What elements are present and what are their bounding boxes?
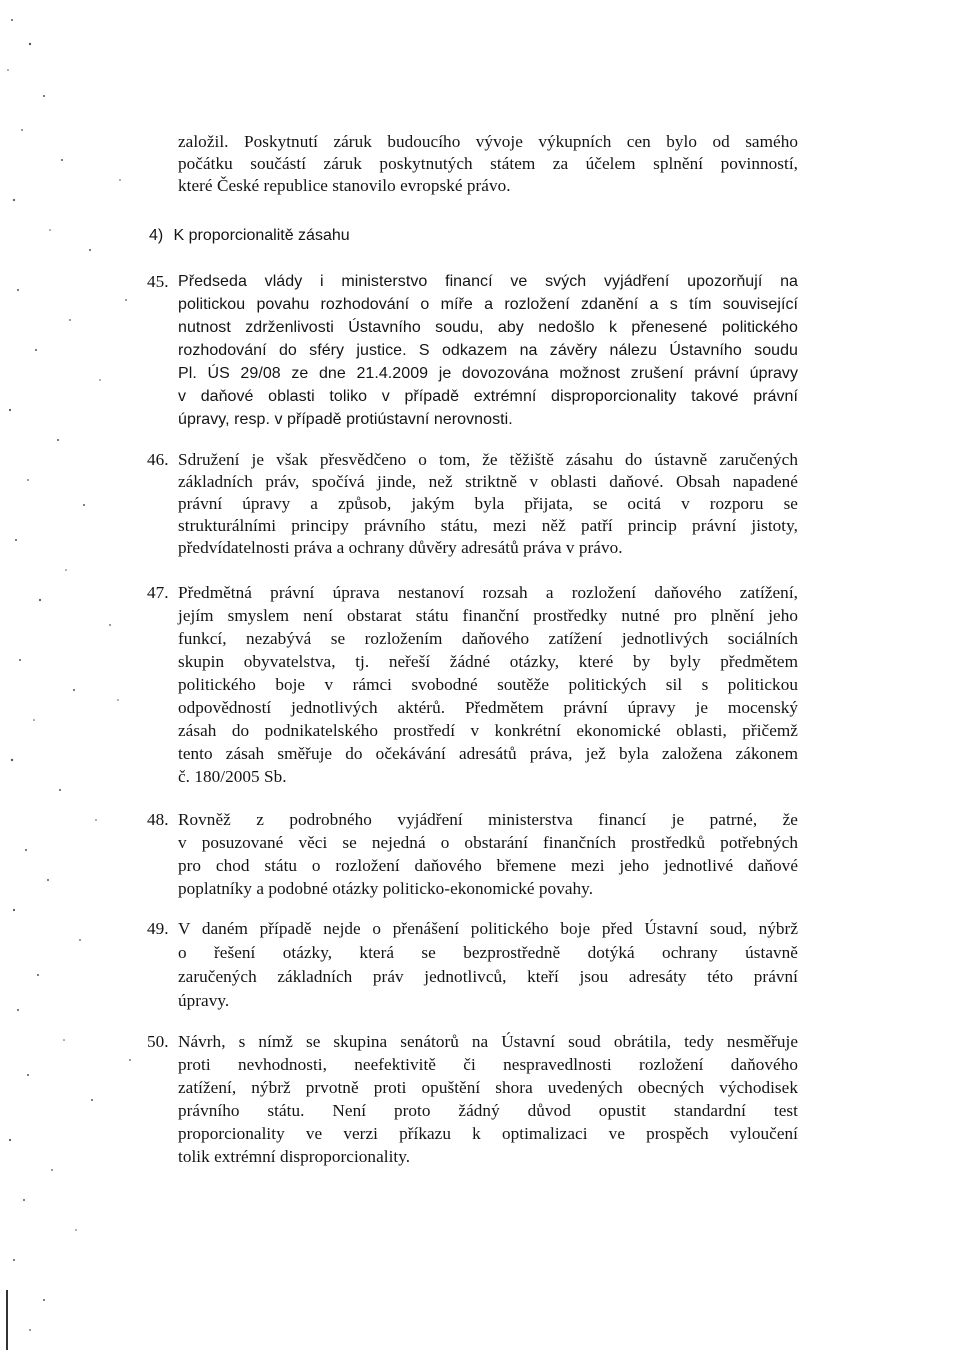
paragraph-50-line-6: tolik extrémní disproporcionality.: [178, 1147, 411, 1166]
paragraph-47-line-2: jejím smyslem není obstarat státu finanční prostředky nutné pro plnění jeho: [178, 606, 798, 625]
paragraph-47-line-5: politického boje v rámci svobodné soutěže politických sil s politickou: [178, 675, 798, 694]
paragraph-48-line-3: pro chod státu o rozložení daňového břemene mezi jeho jednotlivé daňové: [178, 856, 798, 875]
paragraph-45-line-5: Pl. ÚS 29/08 ze dne 21.4.2009 je dovozována možnost zrušení právní úpravy: [178, 365, 798, 382]
paragraph-45-line-2: politickou povahu rozhodování o míře a rozložení zdanění a s tím související: [178, 296, 798, 313]
paragraph-45-line-7: úpravy, resp. v případě protiústavní nerovnosti.: [178, 411, 513, 428]
paragraph-47-line-7: zásah do podnikatelského prostředí v konkrétní ekonomické oblasti, přičemž: [178, 721, 798, 740]
paragraph-49-line-4: úpravy.: [178, 991, 230, 1010]
paragraph-50-line-5: proporcionality ve verzi příkazu k optimalizaci ve prospěch vyloučení: [178, 1124, 798, 1143]
paragraph-46-line-4: strukturálními principy právního státu, mezi něž patří princip právní jistoty,: [178, 516, 798, 535]
scan-margin-line: [6, 1290, 8, 1350]
paragraph-48-line-4: poplatníky a podobné otázky politicko-ekonomické povahy.: [178, 879, 594, 898]
paragraph-46-line-1: Sdružení je však přesvědčeno o tom, že těžiště zásahu do ústavně zaručených: [178, 450, 798, 469]
paragraph-47-line-6: odpovědností jednotlivých aktérů. Předmětem právní úpravy je mocenský: [178, 698, 798, 717]
intro-line-2: počátku součástí záruk poskytnutých státem za účelem splnění povinností,: [178, 154, 798, 173]
paragraph-47-line-9: č. 180/2005 Sb.: [178, 767, 287, 786]
paragraph-49-line-1: V daném případě nejde o přenášení politického boje před Ústavní soud, nýbrž: [178, 919, 798, 938]
paragraph-47-number: 47.: [147, 583, 169, 602]
paragraph-46-line-2: základních práv, spočívá jinde, než striktně v oblasti daňové. Obsah napadené: [178, 472, 798, 491]
section-heading-number: 4): [149, 227, 164, 244]
paragraph-50-line-1: Návrh, s nímž se skupina senátorů na Ústavní soud obrátila, tedy nesměřuje: [178, 1032, 798, 1051]
paragraph-47-line-1: Předmětná právní úprava nestanoví rozsah a rozložení daňového zatížení,: [178, 583, 798, 602]
paragraph-49-number: 49.: [147, 919, 169, 938]
intro-line-3: které České republice stanovilo evropské právo.: [178, 176, 511, 195]
paragraph-50-line-4: právního státu. Není proto žádný důvod opustit standardní test: [178, 1101, 798, 1120]
paragraph-49-line-3: zaručených základních práv jednotlivců, kteří jsou adresáty této právní: [178, 967, 798, 986]
section-heading-title: K proporcionalitě zásahu: [173, 227, 350, 244]
scan-edge-noise: [0, 0, 140, 1360]
paragraph-49-line-2: o řešení otázky, která se bezprostředně dotýká ochrany ústavně: [178, 943, 798, 962]
paragraph-45-line-4: rozhodování do sféry justice. S odkazem na závěry nálezu Ústavního soudu: [178, 342, 798, 359]
paragraph-48-line-2: v posuzované věci se nejedná o obstarání finančních prostředků potřebných: [178, 833, 798, 852]
paragraph-45-line-1: Předseda vlády i ministerstvo financí ve svých vyjádření upozorňují na: [178, 273, 798, 290]
paragraph-48-number: 48.: [147, 810, 169, 829]
paragraph-47-line-8: tento zásah směřuje do očekávání adresátů práva, jež byla založena zákonem: [178, 744, 798, 763]
paragraph-45-line-6: v daňové oblasti toliko v případě extrémní disproporcionality takové právní: [178, 388, 798, 405]
paragraph-46-number: 46.: [147, 450, 169, 469]
paragraph-45-number: 45.: [147, 272, 169, 291]
intro-line-1: založil. Poskytnutí záruk budoucího vývoje výkupních cen bylo od samého: [178, 132, 798, 151]
paragraph-48-line-1: Rovněž z podrobného vyjádření ministerstva financí je patrné, že: [178, 810, 798, 829]
paragraph-47-line-3: funkcí, nezabývá se rozložením daňového zatížení jednotlivých sociálních: [178, 629, 798, 648]
paragraph-50-line-2: proti nevhodnosti, neefektivitě či nespravedlnosti rozložení daňového: [178, 1055, 798, 1074]
paragraph-45-line-3: nutnost zdrženlivosti Ústavního soudu, aby nedošlo k přenesené politického: [178, 319, 798, 336]
paragraph-46-line-5: předvídatelnosti práva a ochrany důvěry adresátů práva v právo.: [178, 538, 623, 557]
paragraph-47-line-4: skupin obyvatelstva, tj. neřeší žádné otázky, které by byly předmětem: [178, 652, 798, 671]
paragraph-50-number: 50.: [147, 1032, 169, 1051]
paragraph-50-line-3: zatížení, nýbrž prvotně proti opuštění shora uvedených obecných východisek: [178, 1078, 798, 1097]
paragraph-46-line-3: právní úpravy a způsob, jakým byla přijata, se ocitá v rozporu se: [178, 494, 798, 513]
section-heading: [149, 224, 350, 247]
